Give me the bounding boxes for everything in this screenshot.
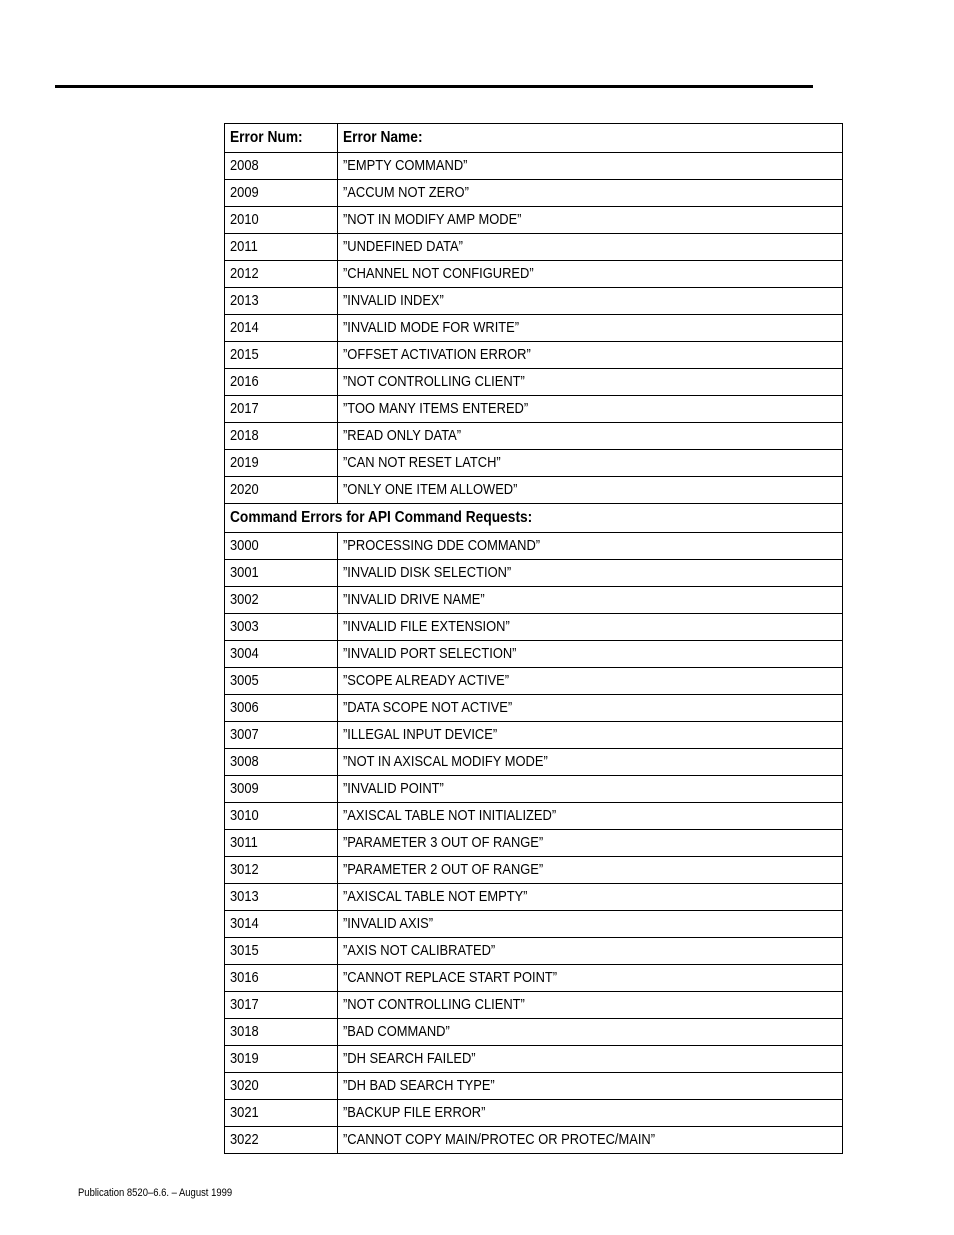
table-row bbox=[225, 153, 843, 180]
error-num-cell: 2012 bbox=[225, 261, 338, 288]
error-num-cell: 2017 bbox=[225, 396, 338, 423]
error-num-cell: 3013 bbox=[225, 884, 338, 911]
publication-footer: Publication 8520–6.6. – August 1999 bbox=[78, 1187, 233, 1199]
table-row bbox=[225, 668, 843, 695]
error-name-cell: ”PARAMETER 3 OUT OF RANGE” bbox=[338, 830, 843, 857]
error-name-cell: ”INVALID DRIVE NAME” bbox=[338, 587, 843, 614]
table-row bbox=[225, 884, 843, 911]
table-row bbox=[225, 261, 843, 288]
error-num-cell: 3007 bbox=[225, 722, 338, 749]
error-name-cell: ”AXIS NOT CALIBRATED” bbox=[338, 938, 843, 965]
error-name-cell: ”INVALID PORT SELECTION” bbox=[338, 641, 843, 668]
error-num-cell: 3014 bbox=[225, 911, 338, 938]
error-name-cell: ”CHANNEL NOT CONFIGURED” bbox=[338, 261, 843, 288]
error-num-cell: 2010 bbox=[225, 207, 338, 234]
error-num-cell: 2015 bbox=[225, 342, 338, 369]
error-num-cell: 2011 bbox=[225, 234, 338, 261]
header-error-num: Error Num: bbox=[225, 124, 338, 153]
error-name-cell: ”EMPTY COMMAND” bbox=[338, 153, 843, 180]
section-header-row bbox=[225, 504, 843, 533]
table-header-row bbox=[225, 124, 843, 153]
table-row bbox=[225, 749, 843, 776]
error-name-cell: ”NOT CONTROLLING CLIENT” bbox=[338, 992, 843, 1019]
error-num-cell: 2013 bbox=[225, 288, 338, 315]
table-row bbox=[225, 342, 843, 369]
table-row bbox=[225, 992, 843, 1019]
error-name-cell: ”ACCUM NOT ZERO” bbox=[338, 180, 843, 207]
table-row bbox=[225, 288, 843, 315]
error-name-cell: ”INVALID DISK SELECTION” bbox=[338, 560, 843, 587]
error-name-cell: ”CANNOT REPLACE START POINT” bbox=[338, 965, 843, 992]
table-row bbox=[225, 965, 843, 992]
error-num-cell: 3003 bbox=[225, 614, 338, 641]
error-num-cell: 3018 bbox=[225, 1019, 338, 1046]
error-name-cell: ”NOT IN AXISCAL MODIFY MODE” bbox=[338, 749, 843, 776]
error-name-cell: ”INVALID FILE EXTENSION” bbox=[338, 614, 843, 641]
error-num-cell: 3009 bbox=[225, 776, 338, 803]
error-name-cell: ”DATA SCOPE NOT ACTIVE” bbox=[338, 695, 843, 722]
error-num-cell: 3017 bbox=[225, 992, 338, 1019]
top-rule bbox=[55, 85, 813, 88]
error-name-cell: ”INVALID AXIS” bbox=[338, 911, 843, 938]
table-row bbox=[225, 641, 843, 668]
error-num-cell: 2020 bbox=[225, 477, 338, 504]
table-row bbox=[225, 315, 843, 342]
error-name-cell: ”BAD COMMAND” bbox=[338, 1019, 843, 1046]
table-row bbox=[225, 776, 843, 803]
table-row bbox=[225, 830, 843, 857]
error-name-cell: ”SCOPE ALREADY ACTIVE” bbox=[338, 668, 843, 695]
error-num-cell: 3016 bbox=[225, 965, 338, 992]
table-row bbox=[225, 803, 843, 830]
error-num-cell: 2019 bbox=[225, 450, 338, 477]
error-num-cell: 3001 bbox=[225, 560, 338, 587]
table-row bbox=[225, 587, 843, 614]
error-num-cell: 3020 bbox=[225, 1073, 338, 1100]
error-num-cell: 3022 bbox=[225, 1127, 338, 1154]
error-num-cell: 3015 bbox=[225, 938, 338, 965]
error-name-cell: ”AXISCAL TABLE NOT EMPTY” bbox=[338, 884, 843, 911]
error-num-cell: 3021 bbox=[225, 1100, 338, 1127]
table-row bbox=[225, 722, 843, 749]
table-row bbox=[225, 911, 843, 938]
error-num-cell: 3019 bbox=[225, 1046, 338, 1073]
error-num-cell: 3010 bbox=[225, 803, 338, 830]
error-name-cell: ”INVALID POINT” bbox=[338, 776, 843, 803]
table-row bbox=[225, 1100, 843, 1127]
error-num-cell: 3006 bbox=[225, 695, 338, 722]
error-name-cell: ”DH BAD SEARCH TYPE” bbox=[338, 1073, 843, 1100]
error-num-cell: 2009 bbox=[225, 180, 338, 207]
table-row bbox=[225, 180, 843, 207]
section-title: Command Errors for API Command Requests: bbox=[225, 504, 843, 533]
error-name-cell: ”DH SEARCH FAILED” bbox=[338, 1046, 843, 1073]
error-num-cell: 3012 bbox=[225, 857, 338, 884]
table-row bbox=[225, 857, 843, 884]
error-num-cell: 3011 bbox=[225, 830, 338, 857]
error-name-cell: ”PARAMETER 2 OUT OF RANGE” bbox=[338, 857, 843, 884]
error-name-cell: ”ILLEGAL INPUT DEVICE” bbox=[338, 722, 843, 749]
error-name-cell: ”ONLY ONE ITEM ALLOWED” bbox=[338, 477, 843, 504]
table-row bbox=[225, 234, 843, 261]
error-name-cell: ”INVALID MODE FOR WRITE” bbox=[338, 315, 843, 342]
table-row bbox=[225, 560, 843, 587]
error-table bbox=[224, 123, 843, 1154]
error-name-cell: ”CANNOT COPY MAIN/PROTEC OR PROTEC/MAIN” bbox=[338, 1127, 843, 1154]
table-row bbox=[225, 423, 843, 450]
error-name-cell: ”UNDEFINED DATA” bbox=[338, 234, 843, 261]
error-num-cell: 3004 bbox=[225, 641, 338, 668]
error-num-cell: 2014 bbox=[225, 315, 338, 342]
error-name-cell: ”OFFSET ACTIVATION ERROR” bbox=[338, 342, 843, 369]
error-name-cell: ”NOT CONTROLLING CLIENT” bbox=[338, 369, 843, 396]
error-num-cell: 3005 bbox=[225, 668, 338, 695]
error-num-cell: 3000 bbox=[225, 533, 338, 560]
error-name-cell: ”PROCESSING DDE COMMAND” bbox=[338, 533, 843, 560]
table-row bbox=[225, 1046, 843, 1073]
table-row bbox=[225, 396, 843, 423]
error-name-cell: ”AXISCAL TABLE NOT INITIALIZED” bbox=[338, 803, 843, 830]
error-name-cell: ”NOT IN MODIFY AMP MODE” bbox=[338, 207, 843, 234]
table-row bbox=[225, 1127, 843, 1154]
table-row bbox=[225, 533, 843, 560]
error-name-cell: ”INVALID INDEX” bbox=[338, 288, 843, 315]
error-num-cell: 2008 bbox=[225, 153, 338, 180]
error-num-cell: 2016 bbox=[225, 369, 338, 396]
table-row bbox=[225, 207, 843, 234]
error-name-cell: ”BACKUP FILE ERROR” bbox=[338, 1100, 843, 1127]
error-num-cell: 3002 bbox=[225, 587, 338, 614]
error-name-cell: ”CAN NOT RESET LATCH” bbox=[338, 450, 843, 477]
table-row bbox=[225, 1019, 843, 1046]
table-row bbox=[225, 695, 843, 722]
table-row bbox=[225, 1073, 843, 1100]
error-num-cell: 2018 bbox=[225, 423, 338, 450]
error-name-cell: ”TOO MANY ITEMS ENTERED” bbox=[338, 396, 843, 423]
table-row bbox=[225, 369, 843, 396]
header-error-name: Error Name: bbox=[338, 124, 843, 153]
table-row bbox=[225, 938, 843, 965]
table-row bbox=[225, 614, 843, 641]
error-name-cell: ”READ ONLY DATA” bbox=[338, 423, 843, 450]
table-row bbox=[225, 450, 843, 477]
table-row bbox=[225, 477, 843, 504]
error-num-cell: 3008 bbox=[225, 749, 338, 776]
